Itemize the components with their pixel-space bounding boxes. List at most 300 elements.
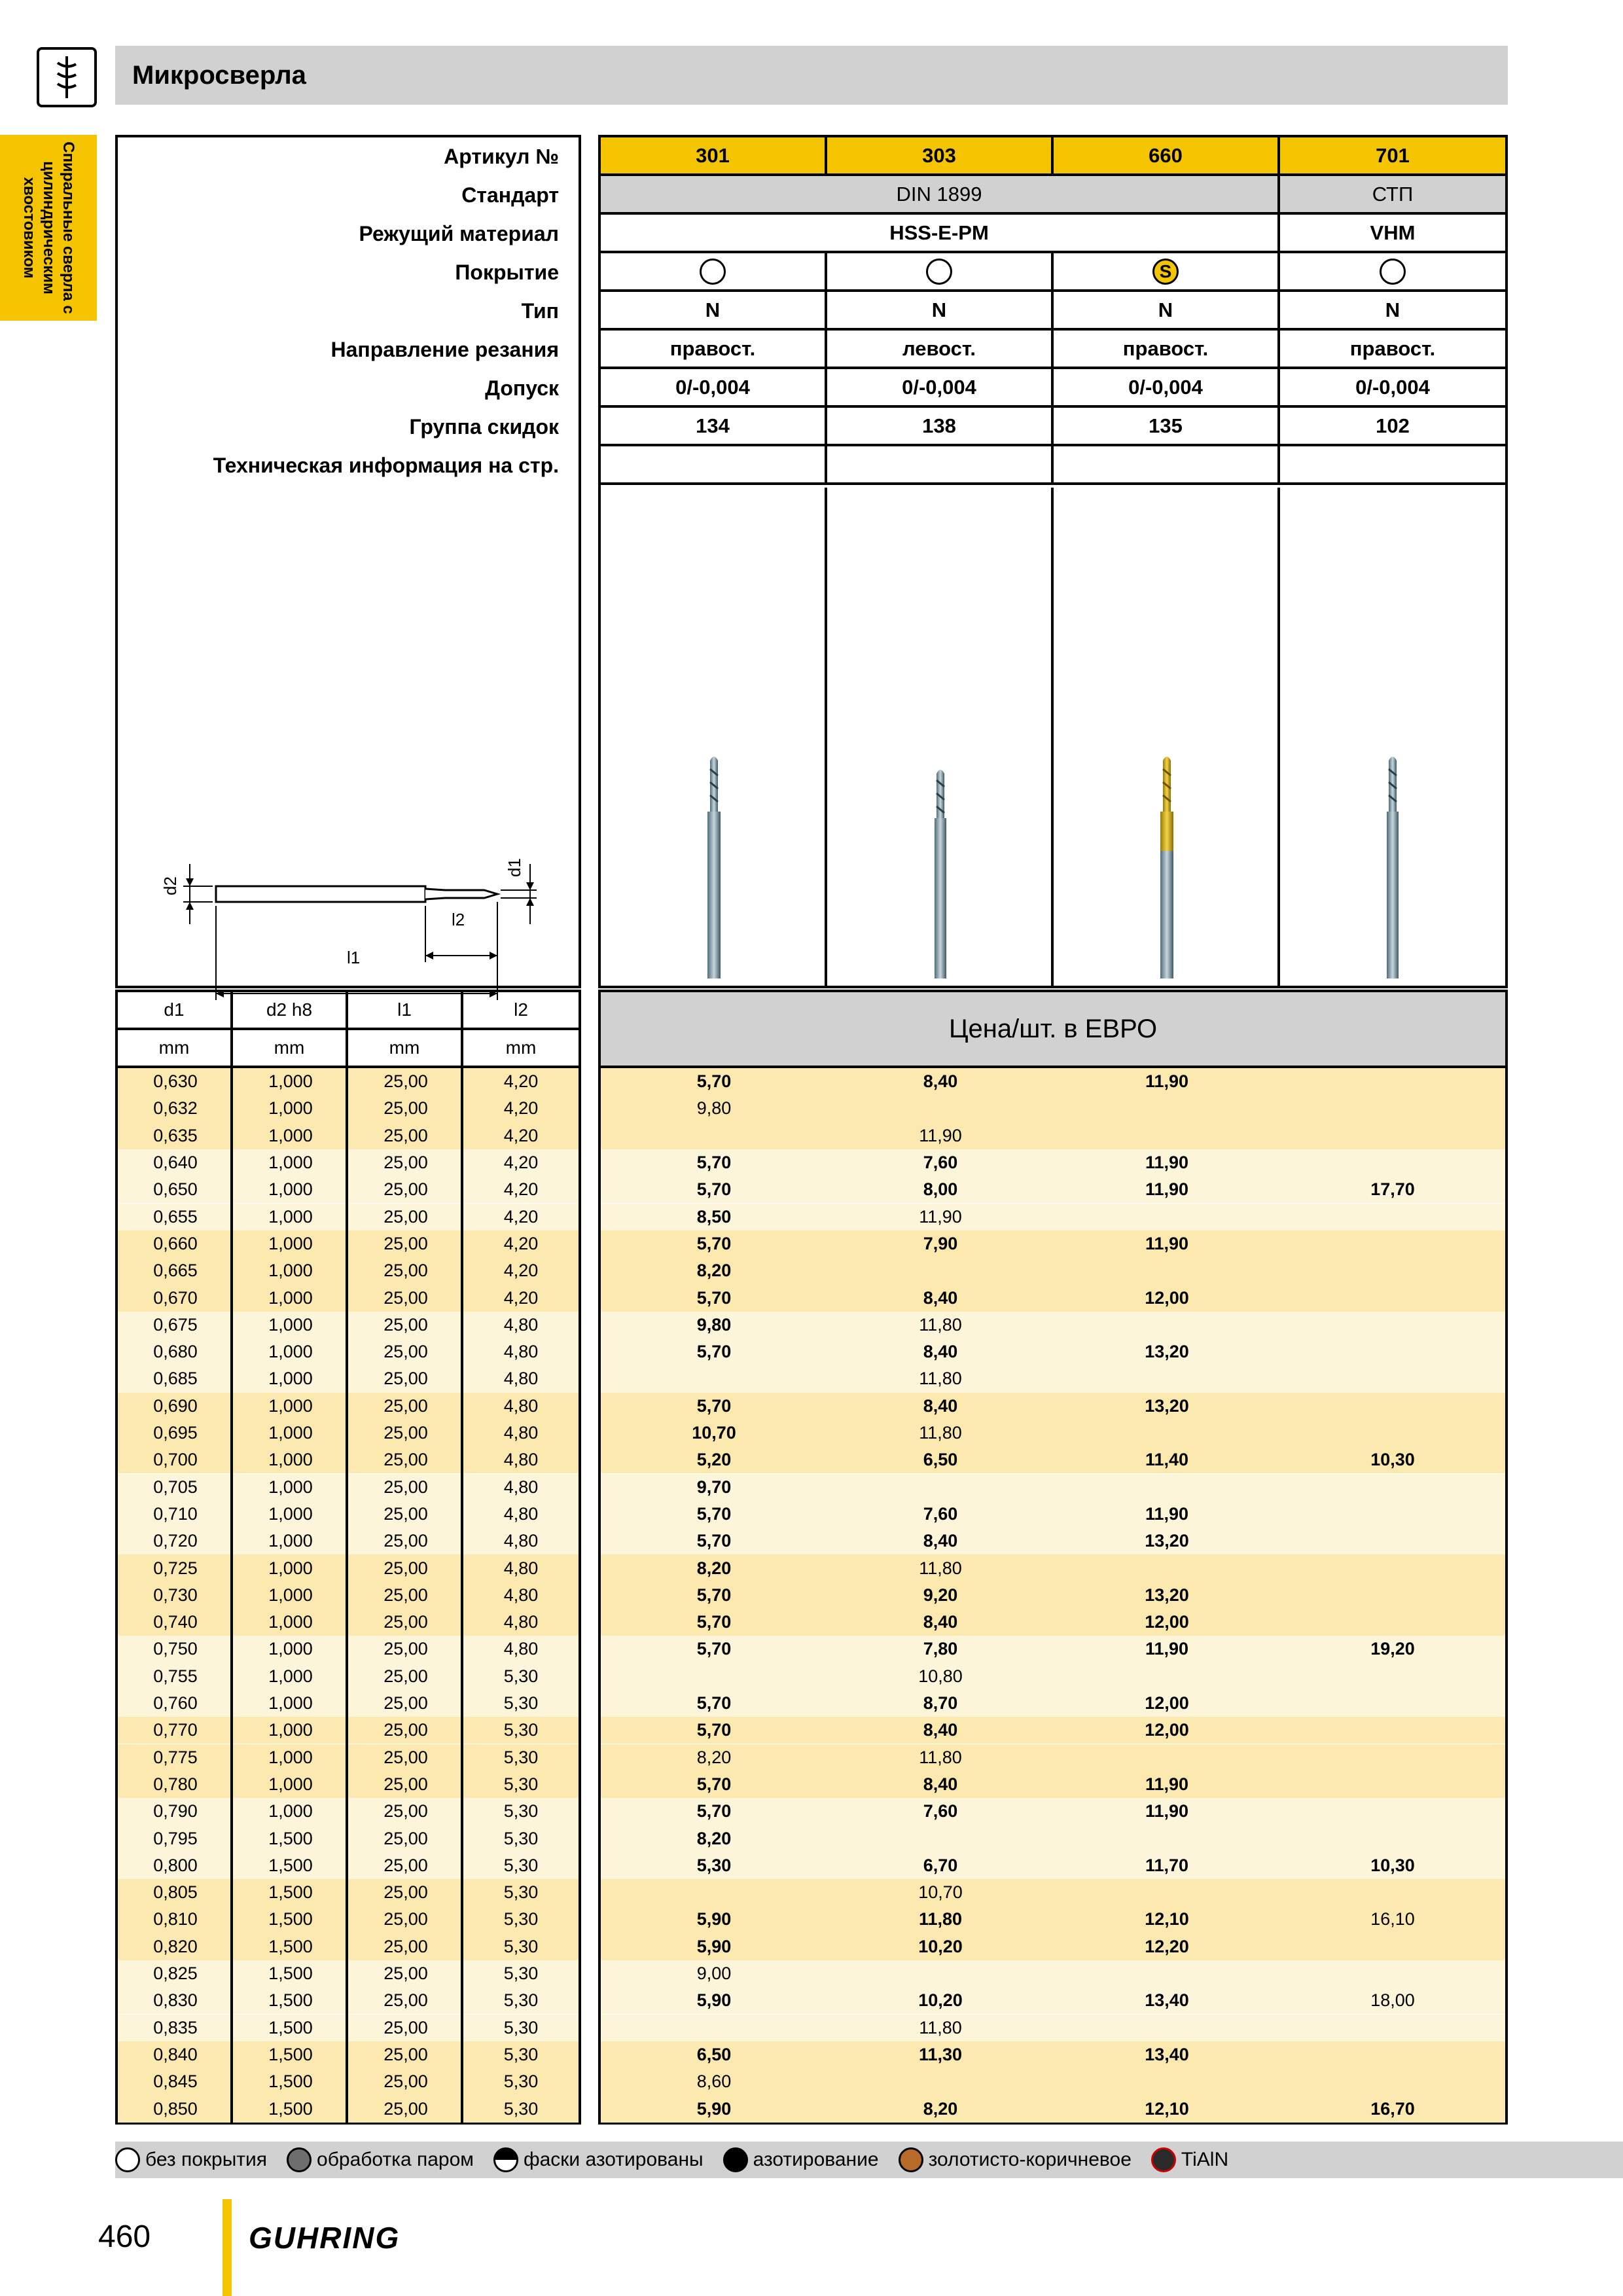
discount-660: 135 xyxy=(1054,408,1280,444)
price-cell-301[interactable]: 5,70 xyxy=(696,1233,732,1253)
price-cell-301[interactable]: 8,60 xyxy=(696,2072,732,2092)
price-cell-303 xyxy=(827,1095,1054,1122)
price-cell-660 xyxy=(1054,1122,1280,1149)
price-cell-701[interactable]: 18,00 xyxy=(1370,1990,1415,2011)
price-cell-701 xyxy=(1280,1554,1505,1581)
page-title: Микросверла xyxy=(132,60,306,90)
table-row xyxy=(118,1204,579,1230)
price-cell-301 xyxy=(601,1365,827,1392)
price-cell-660[interactable]: 13,20 xyxy=(1145,1342,1189,1362)
row-direction xyxy=(601,331,1505,369)
cell-d1: 0,730 xyxy=(153,1585,198,1605)
coating-cell-660 xyxy=(1054,253,1280,289)
legend-gold-brown: золотисто-коричневое xyxy=(899,2147,1132,2172)
cell-d1: 0,695 xyxy=(153,1423,198,1443)
table-row xyxy=(601,1582,1505,1609)
price-cell-303[interactable]: 10,80 xyxy=(918,1666,963,1686)
cell-l2: 5,30 xyxy=(503,1936,539,1956)
column-divider xyxy=(461,1068,463,2125)
price-cell-301[interactable]: 5,20 xyxy=(696,1450,732,1470)
direction-701: правост. xyxy=(1349,336,1436,360)
price-cell-303 xyxy=(827,2068,1054,2095)
price-cell-301[interactable]: 9,80 xyxy=(696,1098,732,1119)
price-cell-701 xyxy=(1280,2015,1505,2041)
price-cell-701[interactable]: 16,70 xyxy=(1370,2098,1415,2119)
cell-d2: 1,000 xyxy=(268,1666,313,1686)
price-cell-303 xyxy=(827,1474,1054,1501)
price-cell-701 xyxy=(1280,1501,1505,1528)
price-header: Цена/шт. в ЕВРО xyxy=(601,992,1505,1068)
price-cell-660[interactable]: 12,20 xyxy=(1145,1936,1189,1956)
direction-301: правост. xyxy=(601,331,827,367)
price-cell-301[interactable]: 5,70 xyxy=(696,1342,732,1362)
price-cell-301[interactable]: 8,20 xyxy=(696,1261,732,1281)
price-cell-303[interactable]: 8,20 xyxy=(923,2098,958,2119)
column-divider xyxy=(346,1068,348,2125)
cell-d2: 1,000 xyxy=(268,1450,313,1470)
price-cell-701 xyxy=(1280,2068,1505,2095)
cell-l1: 25,00 xyxy=(383,1909,428,1929)
table-row xyxy=(118,1230,579,1257)
table-row xyxy=(601,2041,1505,2068)
cell-l1: 25,00 xyxy=(383,1720,428,1740)
table-row xyxy=(118,1474,579,1501)
price-cell-660 xyxy=(1054,1365,1280,1392)
cell-d2: 1,000 xyxy=(268,1639,313,1659)
cell-l1: 25,00 xyxy=(383,1558,428,1578)
cell-d1: 0,725 xyxy=(153,1558,198,1578)
uncoated-circle-icon xyxy=(115,2147,140,2172)
price-cell-303[interactable]: 10,70 xyxy=(918,1882,963,1903)
cell-d1: 0,685 xyxy=(153,1369,198,1389)
price-cell-660[interactable]: 12,00 xyxy=(1145,1720,1189,1740)
page-title-bar xyxy=(115,46,1508,105)
cell-l2: 4,80 xyxy=(503,1369,539,1389)
cell-l1: 25,00 xyxy=(383,1990,428,2011)
price-cell-303 xyxy=(827,1257,1054,1284)
unit-l2: mm xyxy=(505,1037,537,1058)
price-cell-301[interactable]: 5,70 xyxy=(696,1395,732,1416)
price-cell-303[interactable]: 7,80 xyxy=(923,1639,958,1659)
price-cell-660[interactable]: 11,90 xyxy=(1145,1179,1189,1200)
cell-d1: 0,630 xyxy=(153,1071,198,1092)
legend-uncoated: без покрытия xyxy=(115,2147,267,2172)
price-cell-660 xyxy=(1054,2068,1280,2095)
table-row xyxy=(118,1338,579,1365)
cell-d1: 0,665 xyxy=(153,1261,198,1281)
price-cell-701[interactable]: 17,70 xyxy=(1370,1179,1415,1200)
price-cell-701 xyxy=(1280,1393,1505,1420)
table-row xyxy=(601,1149,1505,1176)
price-cell-303[interactable]: 11,80 xyxy=(919,1558,962,1578)
cell-d2: 1,500 xyxy=(268,2072,313,2092)
price-cell-701 xyxy=(1280,1474,1505,1501)
price-cell-660 xyxy=(1054,1095,1280,1122)
price-cell-303[interactable]: 11,90 xyxy=(919,1125,962,1145)
price-cell-660[interactable]: 13,20 xyxy=(1145,1585,1189,1605)
techinfo-660[interactable] xyxy=(1054,446,1280,482)
table-row xyxy=(601,1312,1505,1338)
price-cell-301[interactable]: 10,70 xyxy=(692,1423,736,1443)
price-cell-660[interactable]: 13,20 xyxy=(1145,1395,1189,1416)
label-standard: Стандарт xyxy=(461,183,559,207)
cell-d1: 0,650 xyxy=(153,1179,198,1200)
table-row xyxy=(118,1825,579,1852)
price-cell-301[interactable]: 5,90 xyxy=(696,1936,732,1956)
price-cell-303[interactable]: 11,80 xyxy=(919,2017,962,2037)
price-cell-301[interactable]: 8,20 xyxy=(696,1828,732,1848)
price-cell-660[interactable]: 11,90 xyxy=(1145,1774,1189,1794)
table-row xyxy=(118,2095,579,2122)
table-row xyxy=(118,1122,579,1149)
price-cell-660[interactable]: 13,20 xyxy=(1145,1531,1189,1551)
dimension-units-row xyxy=(118,1030,579,1068)
price-cell-660[interactable]: 13,40 xyxy=(1145,2044,1189,2064)
article-660[interactable]: 660 xyxy=(1054,137,1280,173)
table-row xyxy=(601,1501,1505,1528)
header-l1: l1 xyxy=(348,992,463,1028)
price-cell-301[interactable]: 5,70 xyxy=(696,1612,732,1632)
price-cell-303[interactable]: 11,30 xyxy=(918,2044,963,2064)
cell-l2: 5,30 xyxy=(503,2017,539,2037)
row-article-numbers xyxy=(601,137,1505,176)
cell-l1: 25,00 xyxy=(383,1666,428,1686)
column-divider xyxy=(1277,488,1280,988)
cell-d1: 0,750 xyxy=(153,1639,198,1659)
cell-l2: 5,30 xyxy=(503,1964,539,1984)
price-cell-701 xyxy=(1280,1798,1505,1825)
table-row xyxy=(118,1149,579,1176)
cell-l2: 5,30 xyxy=(503,2044,539,2064)
price-cell-660[interactable]: 11,90 xyxy=(1145,1639,1189,1659)
table-row xyxy=(118,1744,579,1771)
cell-d2: 1,000 xyxy=(268,1179,313,1200)
price-cell-301[interactable]: 9,00 xyxy=(696,1964,732,1984)
cell-d1: 0,675 xyxy=(153,1314,198,1335)
price-cell-301[interactable]: 9,70 xyxy=(696,1477,732,1497)
label-tolerance: Допуск xyxy=(485,376,559,400)
table-row xyxy=(118,1771,579,1798)
price-cell-303[interactable]: 7,60 xyxy=(923,1801,958,1821)
cell-d2: 1,000 xyxy=(268,1585,313,1605)
cell-l1: 25,00 xyxy=(383,2017,428,2037)
cell-d1: 0,760 xyxy=(153,1693,198,1713)
price-cell-303[interactable]: 8,40 xyxy=(923,1342,958,1362)
row-type xyxy=(601,292,1505,331)
drill-701-image xyxy=(1381,753,1404,982)
price-cell-301[interactable]: 5,70 xyxy=(696,1531,732,1551)
cell-l1: 25,00 xyxy=(383,1098,428,1119)
price-cell-301[interactable]: 5,70 xyxy=(696,1153,732,1173)
cell-l2: 4,80 xyxy=(503,1585,539,1605)
price-cell-301[interactable]: 5,70 xyxy=(696,1071,732,1092)
table-row xyxy=(601,1663,1505,1690)
table-row xyxy=(601,1987,1505,2014)
tialn-circle-icon xyxy=(1151,2147,1176,2172)
chamfer-nitrided-circle-icon xyxy=(493,2147,518,2172)
direction-303: левост. xyxy=(827,331,1054,367)
table-row xyxy=(601,1825,1505,1852)
price-cell-303[interactable]: 8,40 xyxy=(923,1774,958,1794)
legend-tialn: TiAlN xyxy=(1151,2147,1228,2172)
coating-cell-301 xyxy=(601,253,827,289)
cell-l1: 25,00 xyxy=(383,1801,428,1821)
price-cell-301[interactable]: 5,30 xyxy=(696,1855,732,1875)
table-row xyxy=(118,1176,579,1203)
price-cell-301[interactable]: 5,70 xyxy=(696,1179,732,1200)
price-cell-301[interactable]: 5,70 xyxy=(696,1585,732,1605)
price-cell-301[interactable]: 5,90 xyxy=(696,1990,732,2011)
price-cell-701[interactable]: 16,10 xyxy=(1370,1909,1415,1929)
price-cell-660[interactable]: 11,90 xyxy=(1145,1153,1189,1173)
cell-l1: 25,00 xyxy=(383,1585,428,1605)
price-cell-660[interactable]: 11,90 xyxy=(1145,1801,1189,1821)
cell-l1: 25,00 xyxy=(383,1206,428,1227)
cell-d2: 1,500 xyxy=(268,1990,313,2011)
price-cell-701 xyxy=(1280,1960,1505,1987)
price-cell-303[interactable]: 7,60 xyxy=(923,1153,958,1173)
cell-l1: 25,00 xyxy=(383,1179,428,1200)
price-cell-301[interactable]: 9,80 xyxy=(696,1314,732,1335)
table-row xyxy=(118,1420,579,1446)
table-row xyxy=(601,1933,1505,1960)
techinfo-303[interactable] xyxy=(827,446,1054,482)
price-cell-660 xyxy=(1054,1204,1280,1230)
price-cell-303[interactable]: 8,40 xyxy=(923,1071,958,1092)
price-cell-701 xyxy=(1280,1528,1505,1554)
price-cell-701 xyxy=(1280,1204,1505,1230)
table-row xyxy=(118,1312,579,1338)
price-cell-303[interactable]: 11,80 xyxy=(919,1423,962,1443)
price-cell-303[interactable]: 8,70 xyxy=(923,1693,958,1713)
cell-l2: 5,30 xyxy=(503,1693,539,1713)
cell-d2: 1,000 xyxy=(268,1342,313,1362)
drill-301-image xyxy=(701,753,727,982)
page-number: 460 xyxy=(98,2219,151,2254)
cell-l2: 4,20 xyxy=(503,1179,539,1200)
cell-d1: 0,720 xyxy=(153,1531,198,1551)
cell-l1: 25,00 xyxy=(383,1450,428,1470)
table-row xyxy=(601,1446,1505,1473)
price-cell-303[interactable]: 8,40 xyxy=(923,1720,958,1740)
header-d2: d2 h8 xyxy=(233,992,348,1028)
cell-l1: 25,00 xyxy=(383,1314,428,1335)
cell-l2: 4,80 xyxy=(503,1639,539,1659)
price-cell-660[interactable]: 12,00 xyxy=(1145,1287,1189,1308)
price-cell-301[interactable]: 6,50 xyxy=(696,2044,732,2064)
cell-d2: 1,000 xyxy=(268,1314,313,1335)
price-cell-660[interactable]: 13,40 xyxy=(1145,1990,1189,2011)
direction-660: правост. xyxy=(1054,331,1280,367)
price-cell-303[interactable]: 7,60 xyxy=(923,1503,958,1524)
table-row xyxy=(601,1636,1505,1662)
price-cell-301[interactable]: 5,70 xyxy=(696,1720,732,1740)
price-cell-660[interactable]: 11,40 xyxy=(1145,1450,1189,1470)
price-cell-303[interactable]: 8,40 xyxy=(923,1287,958,1308)
cell-d1: 0,795 xyxy=(153,1828,198,1848)
price-table xyxy=(598,990,1508,2125)
cell-d2: 1,000 xyxy=(268,1747,313,1767)
price-cell-303[interactable]: 11,80 xyxy=(919,1369,962,1389)
price-cell-301[interactable]: 8,50 xyxy=(696,1206,732,1227)
cell-l2: 4,80 xyxy=(503,1531,539,1551)
row-standard xyxy=(601,176,1505,215)
table-row xyxy=(118,1798,579,1825)
table-row xyxy=(118,1690,579,1717)
price-cell-701 xyxy=(1280,1744,1505,1771)
price-cell-301 xyxy=(601,1663,827,1690)
price-cell-301[interactable]: 5,70 xyxy=(696,1287,732,1308)
price-cell-301[interactable]: 5,70 xyxy=(696,1774,732,1794)
material-hss: HSS-E-PM xyxy=(601,215,1280,251)
cell-l1: 25,00 xyxy=(383,1153,428,1173)
price-cell-303[interactable]: 11,80 xyxy=(919,1314,962,1335)
price-cell-301 xyxy=(601,1122,827,1149)
steam-treated-circle-icon xyxy=(287,2147,312,2172)
price-cell-301[interactable]: 5,70 xyxy=(696,1801,732,1821)
cell-l1: 25,00 xyxy=(383,1369,428,1389)
table-row xyxy=(601,1338,1505,1365)
cell-l2: 4,80 xyxy=(503,1342,539,1362)
cell-l1: 25,00 xyxy=(383,1125,428,1145)
cell-d2: 1,000 xyxy=(268,1612,313,1632)
price-cell-303[interactable]: 10,20 xyxy=(918,1990,963,2011)
price-cell-660[interactable]: 11,90 xyxy=(1145,1233,1189,1253)
cell-d2: 1,000 xyxy=(268,1720,313,1740)
cell-l1: 25,00 xyxy=(383,1964,428,1984)
cell-d1: 0,680 xyxy=(153,1342,198,1362)
price-cell-660[interactable]: 11,90 xyxy=(1145,1071,1189,1092)
table-row xyxy=(601,1744,1505,1771)
price-cell-701 xyxy=(1280,1149,1505,1176)
price-cell-660[interactable]: 11,90 xyxy=(1145,1503,1189,1524)
standard-din: DIN 1899 xyxy=(601,176,1280,212)
drill-303-image xyxy=(929,766,952,982)
price-cell-303[interactable]: 11,90 xyxy=(919,1206,962,1227)
price-cell-660[interactable]: 12,10 xyxy=(1145,1909,1189,1929)
price-cell-301[interactable]: 5,90 xyxy=(696,2098,732,2119)
table-row xyxy=(118,1636,579,1662)
table-row xyxy=(601,1068,1505,1095)
price-cell-301[interactable]: 5,70 xyxy=(696,1693,732,1713)
drawing-label-d1: d1 xyxy=(504,858,524,877)
cell-d2: 1,500 xyxy=(268,1936,313,1956)
category-tab[interactable] xyxy=(0,135,97,321)
table-row xyxy=(118,1609,579,1636)
price-cell-303[interactable]: 6,50 xyxy=(923,1450,958,1470)
cell-l2: 4,80 xyxy=(503,1395,539,1416)
price-cell-660[interactable]: 12,10 xyxy=(1145,2098,1189,2119)
cell-d1: 0,845 xyxy=(153,2072,198,2092)
price-cell-301[interactable]: 8,20 xyxy=(696,1747,732,1767)
drawing-label-d2: d2 xyxy=(160,876,180,895)
price-cell-301[interactable]: 5,70 xyxy=(696,1639,732,1659)
cell-l2: 5,30 xyxy=(503,1747,539,1767)
price-cell-701 xyxy=(1280,1257,1505,1284)
table-row xyxy=(118,2041,579,2068)
price-cell-301[interactable]: 5,90 xyxy=(696,1909,732,1929)
price-cell-701 xyxy=(1280,1879,1505,1906)
cell-l1: 25,00 xyxy=(383,2044,428,2064)
type-301: N xyxy=(601,292,827,328)
price-cell-303[interactable]: 9,20 xyxy=(923,1585,958,1605)
uncoated-circle-icon xyxy=(1380,259,1406,285)
discount-701: 102 xyxy=(1376,414,1410,437)
cell-l2: 5,30 xyxy=(503,1909,539,1929)
table-row xyxy=(601,1204,1505,1230)
price-cell-701[interactable]: 10,30 xyxy=(1370,1855,1415,1875)
discount-303: 138 xyxy=(827,408,1054,444)
label-type: Тип xyxy=(521,299,559,323)
price-cell-303[interactable]: 6,70 xyxy=(923,1855,958,1875)
price-cell-701 xyxy=(1280,2041,1505,2068)
price-cell-303[interactable]: 11,80 xyxy=(918,1909,963,1929)
coating-legend xyxy=(115,2142,1623,2178)
cell-d2: 1,000 xyxy=(268,1369,313,1389)
price-cell-303[interactable]: 8,40 xyxy=(923,1395,958,1416)
price-cell-303[interactable]: 7,90 xyxy=(923,1233,958,1253)
cell-l2: 5,30 xyxy=(503,1990,539,2011)
table-row xyxy=(118,1906,579,1933)
cell-d1: 0,840 xyxy=(153,2044,198,2064)
legend-chamfer-nitrided: фаски азотированы xyxy=(493,2147,704,2172)
article-301[interactable]: 301 xyxy=(601,137,827,173)
cell-d1: 0,632 xyxy=(153,1098,198,1119)
price-cell-303[interactable]: 8,40 xyxy=(923,1612,958,1632)
cell-d1: 0,690 xyxy=(153,1395,198,1416)
price-cell-303[interactable]: 11,80 xyxy=(919,1747,962,1767)
table-row xyxy=(601,1257,1505,1284)
price-cell-701[interactable]: 10,30 xyxy=(1370,1450,1415,1470)
cell-d2: 1,500 xyxy=(268,1855,313,1875)
techinfo-701[interactable] xyxy=(1280,446,1505,482)
drill-logo-icon xyxy=(37,47,97,107)
cell-d2: 1,500 xyxy=(268,2098,313,2119)
price-cell-660 xyxy=(1054,1825,1280,1852)
cell-l1: 25,00 xyxy=(383,1855,428,1875)
table-row xyxy=(601,1717,1505,1744)
cell-d2: 1,000 xyxy=(268,1153,313,1173)
cell-l2: 4,20 xyxy=(503,1098,539,1119)
article-303[interactable]: 303 xyxy=(827,137,1054,173)
price-cell-660[interactable]: 11,70 xyxy=(1145,1855,1189,1875)
footer-accent-bar xyxy=(223,2199,232,2296)
type-660: N xyxy=(1054,292,1280,328)
price-cell-701[interactable]: 19,20 xyxy=(1370,1639,1415,1659)
cell-d1: 0,805 xyxy=(153,1882,198,1903)
type-701: N xyxy=(1385,298,1400,321)
cell-d2: 1,000 xyxy=(268,1558,313,1578)
cell-l1: 25,00 xyxy=(383,1639,428,1659)
steam-coating-s-icon: S xyxy=(1152,259,1179,285)
price-cell-303[interactable]: 8,40 xyxy=(923,1531,958,1551)
price-cell-303[interactable]: 8,00 xyxy=(923,1179,958,1200)
price-cell-660[interactable]: 12,00 xyxy=(1145,1693,1189,1713)
price-cell-303[interactable]: 10,20 xyxy=(918,1936,963,1956)
techinfo-301[interactable] xyxy=(601,446,827,482)
price-cell-660[interactable]: 12,00 xyxy=(1145,1612,1189,1632)
price-cell-660 xyxy=(1054,1960,1280,1987)
article-701[interactable]: 701 xyxy=(1280,137,1505,173)
table-row xyxy=(118,1933,579,1960)
price-cell-301[interactable]: 5,70 xyxy=(696,1503,732,1524)
tolerance-660: 0/-0,004 xyxy=(1054,369,1280,405)
price-cell-301 xyxy=(601,2015,827,2041)
cell-d1: 0,635 xyxy=(153,1125,198,1145)
price-cell-301[interactable]: 8,20 xyxy=(696,1558,732,1578)
price-cell-701 xyxy=(1280,1609,1505,1636)
row-tolerance xyxy=(601,369,1505,408)
